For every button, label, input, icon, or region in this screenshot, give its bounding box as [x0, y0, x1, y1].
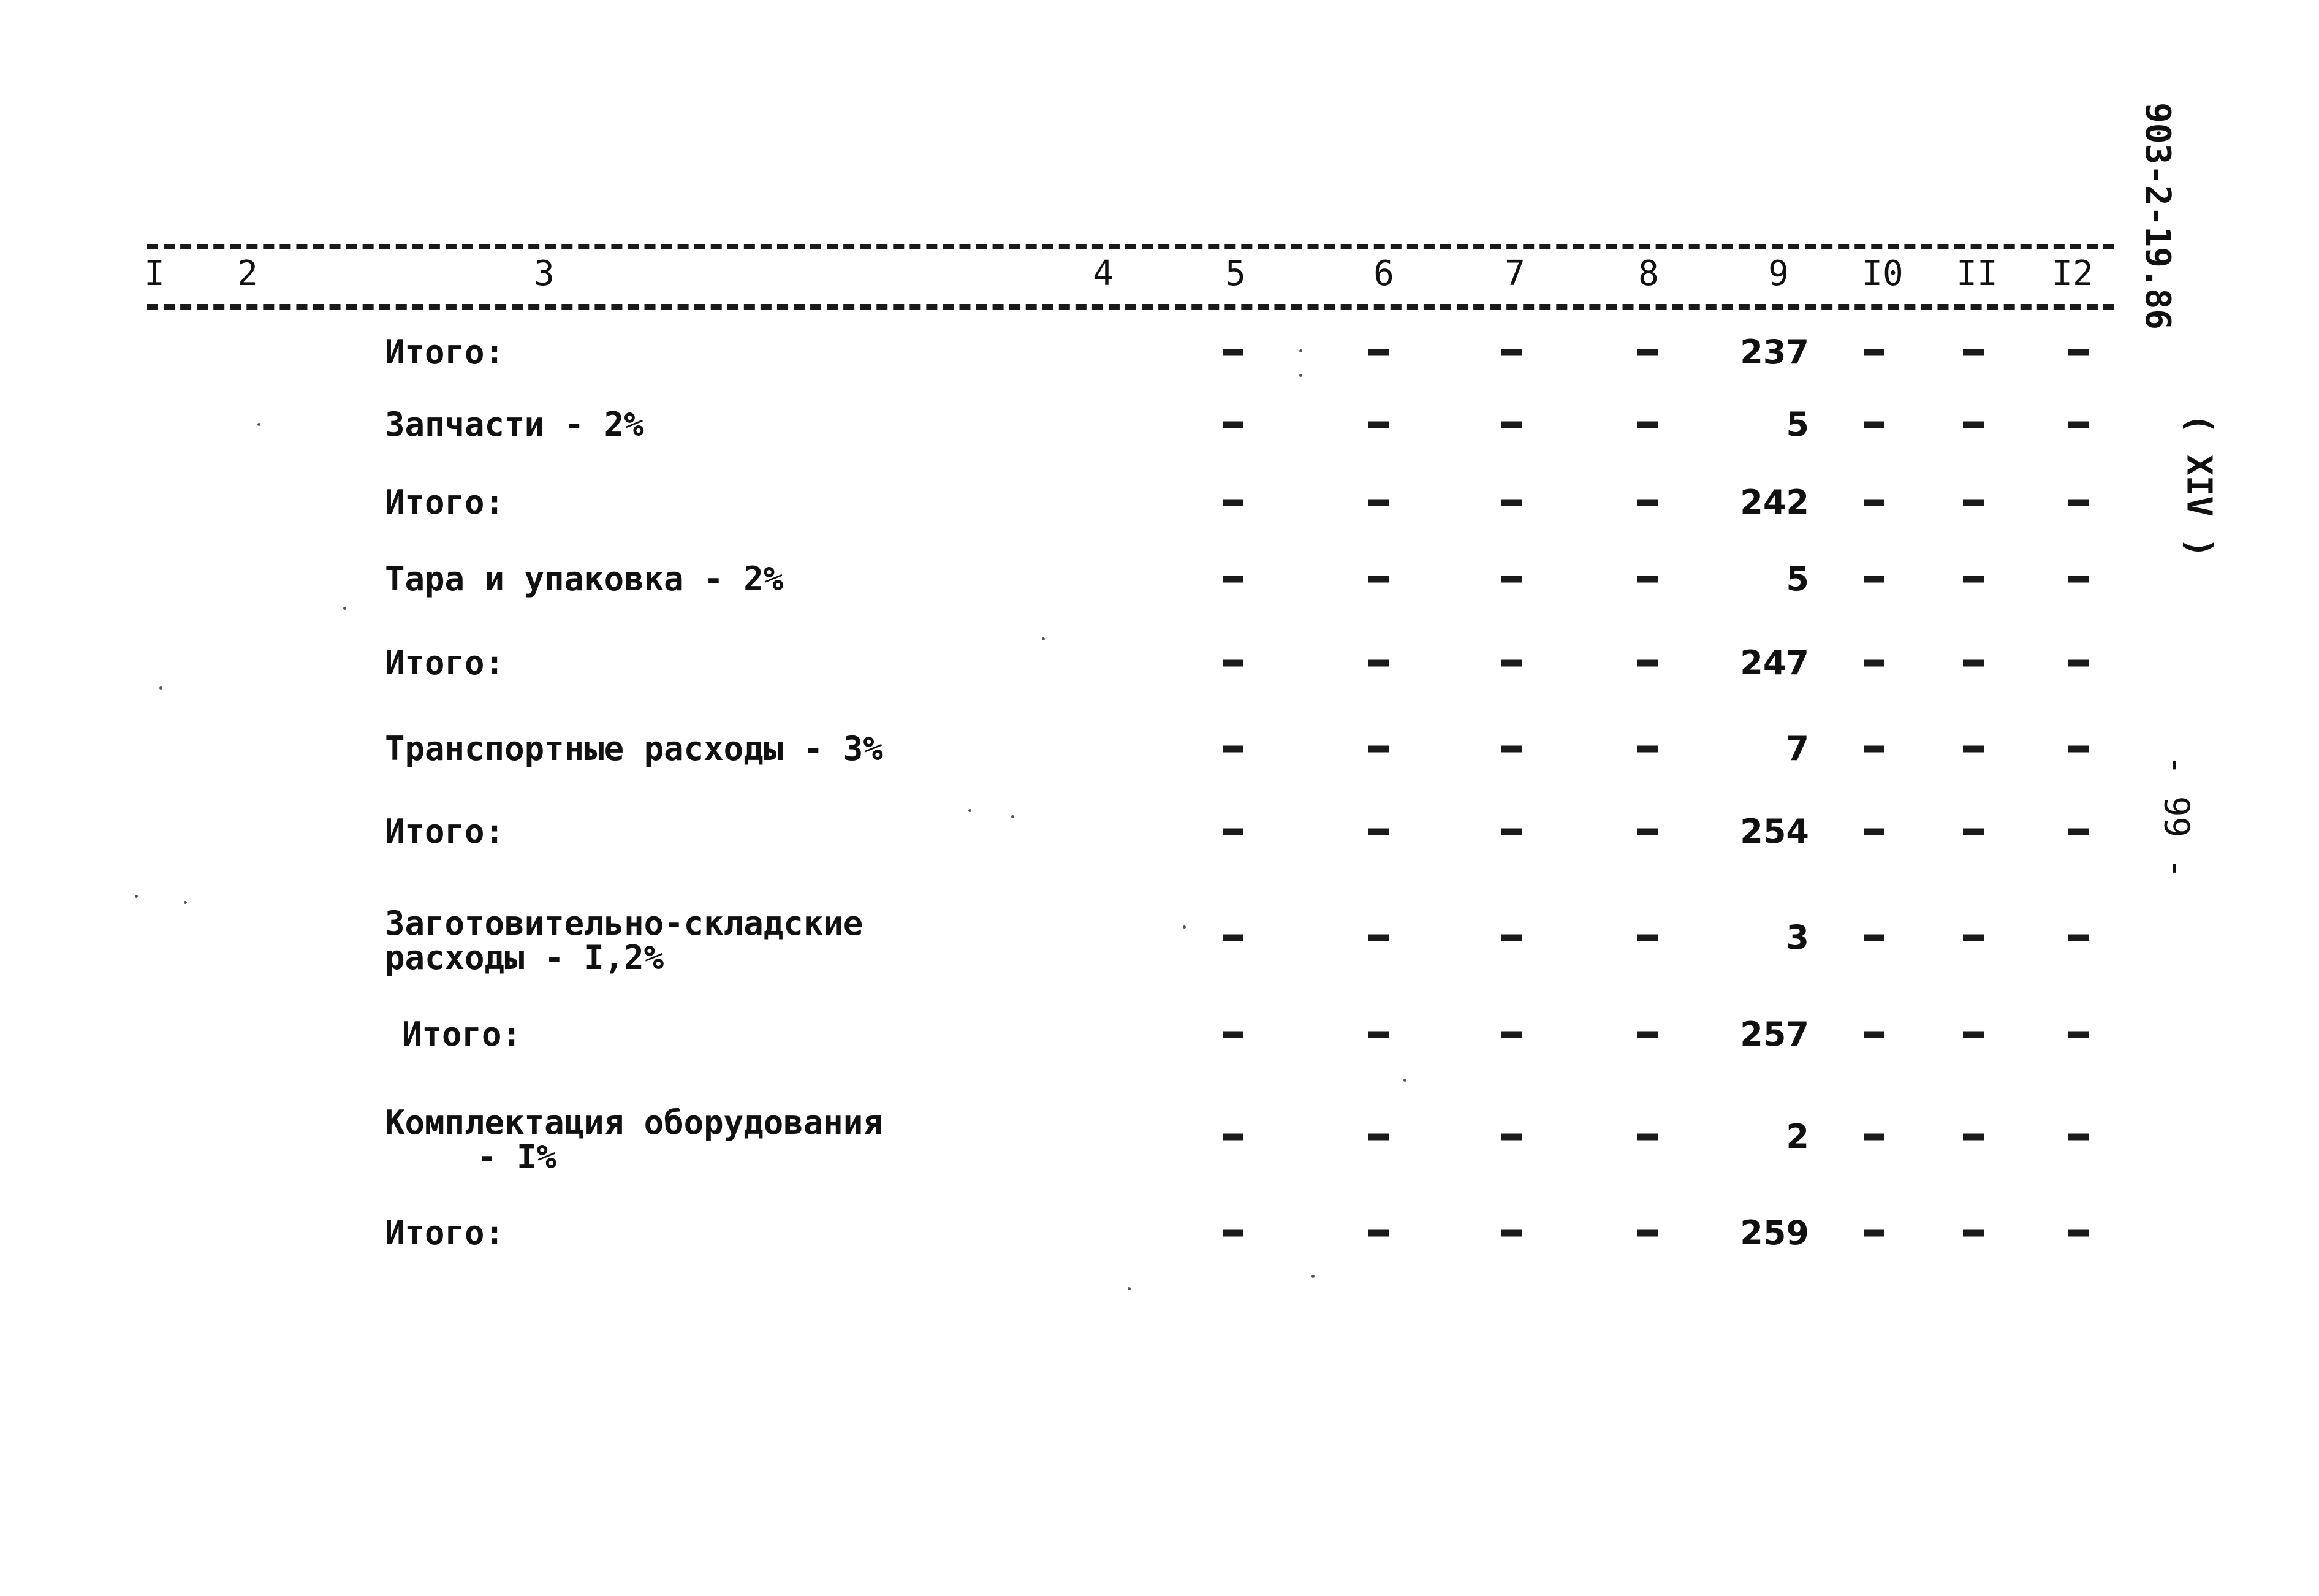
row-label: [385, 812, 505, 851]
row-label: [385, 483, 505, 522]
empty-cell-dash: [1963, 349, 1984, 356]
empty-cell-dash: [1501, 576, 1522, 583]
empty-cell-dash: [2068, 1032, 2089, 1038]
row-label-line2: - I%: [477, 1138, 557, 1176]
row-label: [385, 904, 863, 977]
empty-cell-dash: [1223, 422, 1243, 428]
row-label-line1: Итого:: [385, 333, 505, 371]
empty-cell-dash: [1223, 576, 1243, 583]
row-value-col9: 254: [1740, 812, 1809, 851]
column-header-7: 7: [1505, 254, 1525, 294]
empty-cell-dash: [1637, 1230, 1658, 1237]
empty-cell-dash: [1864, 829, 1884, 835]
empty-cell-dash: [1637, 576, 1658, 583]
row-label: [385, 333, 505, 371]
row-value-col9: 242: [1740, 483, 1809, 522]
row-label-line1: Запчасти - 2%: [385, 405, 644, 444]
empty-cell-dash: [1368, 1230, 1389, 1237]
header-bottom-rule: [147, 304, 2114, 310]
empty-cell-dash: [1864, 1032, 1884, 1038]
empty-cell-dash: [1368, 500, 1389, 506]
empty-cell-dash: [1637, 349, 1658, 356]
empty-cell-dash: [1223, 1134, 1243, 1141]
empty-cell-dash: [2068, 576, 2089, 583]
row-label: [385, 644, 505, 682]
document-code: 903-2-19.86: [2137, 102, 2177, 330]
empty-cell-dash: [2068, 935, 2089, 941]
row-label-line1: Итого:: [402, 1015, 522, 1054]
row-value-col9: 5: [1786, 405, 1809, 444]
empty-cell-dash: [1864, 1230, 1884, 1237]
empty-cell-dash: [1963, 1032, 1984, 1038]
empty-cell-dash: [1637, 1134, 1658, 1141]
empty-cell-dash: [1963, 829, 1984, 835]
empty-cell-dash: [1864, 746, 1884, 753]
row-label: [385, 729, 883, 768]
empty-cell-dash: [1637, 746, 1658, 753]
empty-cell-dash: [1223, 829, 1243, 835]
row-value-col9: 3: [1786, 918, 1809, 957]
row-value-col9: 259: [1740, 1214, 1809, 1252]
empty-cell-dash: [1368, 935, 1389, 941]
empty-cell-dash: [1223, 500, 1243, 506]
column-header-9: 9: [1768, 254, 1789, 294]
empty-cell-dash: [1864, 1134, 1884, 1141]
empty-cell-dash: [1223, 935, 1243, 941]
column-header-4: 4: [1093, 254, 1114, 294]
empty-cell-dash: [1368, 829, 1389, 835]
empty-cell-dash: [1501, 349, 1522, 356]
row-value-col9: 2: [1786, 1117, 1809, 1156]
empty-cell-dash: [1501, 500, 1522, 506]
empty-cell-dash: [1864, 935, 1884, 941]
empty-cell-dash: [1864, 660, 1884, 667]
column-header-10: I0: [1862, 254, 1903, 294]
empty-cell-dash: [1963, 935, 1984, 941]
empty-cell-dash: [1963, 422, 1984, 428]
empty-cell-dash: [1637, 660, 1658, 667]
column-header-11: II: [1956, 254, 1998, 294]
empty-cell-dash: [1368, 1032, 1389, 1038]
row-value-col9: 7: [1786, 729, 1809, 768]
empty-cell-dash: [1501, 829, 1522, 835]
row-value-col9: 237: [1740, 333, 1809, 371]
column-header-1: I: [144, 254, 165, 294]
empty-cell-dash: [1963, 500, 1984, 506]
empty-cell-dash: [1864, 349, 1884, 356]
column-header-8: 8: [1638, 254, 1659, 294]
album-number: ( XIV ): [2179, 413, 2219, 558]
row-label-line1: Тара и упаковка - 2%: [385, 560, 784, 598]
row-label-line2: расходы - I,2%: [385, 938, 664, 977]
row-value-col9: 247: [1740, 644, 1809, 682]
empty-cell-dash: [1637, 1032, 1658, 1038]
empty-cell-dash: [1501, 1230, 1522, 1237]
empty-cell-dash: [2068, 349, 2089, 356]
page-number: - 99 -: [2156, 754, 2196, 879]
empty-cell-dash: [1501, 1134, 1522, 1141]
row-label-line1: Итого:: [385, 644, 505, 682]
empty-cell-dash: [1368, 349, 1389, 356]
empty-cell-dash: [1864, 422, 1884, 428]
empty-cell-dash: [2068, 422, 2089, 428]
empty-cell-dash: [2068, 829, 2089, 835]
empty-cell-dash: [1223, 1032, 1243, 1038]
empty-cell-dash: [1501, 746, 1522, 753]
empty-cell-dash: [1223, 660, 1243, 667]
empty-cell-dash: [1223, 746, 1243, 753]
empty-cell-dash: [1368, 660, 1389, 667]
row-label: [385, 1103, 883, 1176]
empty-cell-dash: [2068, 1230, 2089, 1237]
row-label: [402, 1015, 522, 1054]
empty-cell-dash: [1963, 1134, 1984, 1141]
empty-cell-dash: [1501, 660, 1522, 667]
empty-cell-dash: [1864, 500, 1884, 506]
row-label-line1: Транспортные расходы - 3%: [385, 729, 883, 768]
empty-cell-dash: [2068, 500, 2089, 506]
row-label-line1: Заготовительно-складские: [385, 904, 863, 943]
empty-cell-dash: [1368, 422, 1389, 428]
row-label-line1: Итого:: [385, 483, 505, 522]
column-header-6: 6: [1373, 254, 1394, 294]
empty-cell-dash: [1501, 1032, 1522, 1038]
row-value-col9: 5: [1786, 560, 1809, 598]
empty-cell-dash: [2068, 746, 2089, 753]
empty-cell-dash: [1963, 1230, 1984, 1237]
empty-cell-dash: [1368, 746, 1389, 753]
row-value-col9: 257: [1740, 1015, 1809, 1054]
empty-cell-dash: [1963, 576, 1984, 583]
empty-cell-dash: [1637, 422, 1658, 428]
empty-cell-dash: [1637, 500, 1658, 506]
empty-cell-dash: [1368, 576, 1389, 583]
row-label: [385, 560, 784, 598]
header-top-rule: [147, 244, 2114, 249]
empty-cell-dash: [1368, 1134, 1389, 1141]
row-label: [385, 1214, 505, 1252]
empty-cell-dash: [1963, 746, 1984, 753]
empty-cell-dash: [2068, 660, 2089, 667]
empty-cell-dash: [1864, 576, 1884, 583]
empty-cell-dash: [1501, 422, 1522, 428]
column-header-5: 5: [1225, 254, 1246, 294]
row-label-line1: Итого:: [385, 812, 505, 851]
column-header-12: I2: [2052, 254, 2093, 294]
empty-cell-dash: [1223, 1230, 1243, 1237]
column-header-3: 3: [534, 254, 555, 294]
row-label: [385, 405, 644, 444]
empty-cell-dash: [1637, 935, 1658, 941]
empty-cell-dash: [1963, 660, 1984, 667]
empty-cell-dash: [1501, 935, 1522, 941]
row-label-line1: Комплектация оборудования: [385, 1103, 883, 1142]
empty-cell-dash: [2068, 1134, 2089, 1141]
empty-cell-dash: [1223, 349, 1243, 356]
column-header-2: 2: [237, 254, 258, 294]
row-label-line1: Итого:: [385, 1214, 505, 1252]
empty-cell-dash: [1637, 829, 1658, 835]
